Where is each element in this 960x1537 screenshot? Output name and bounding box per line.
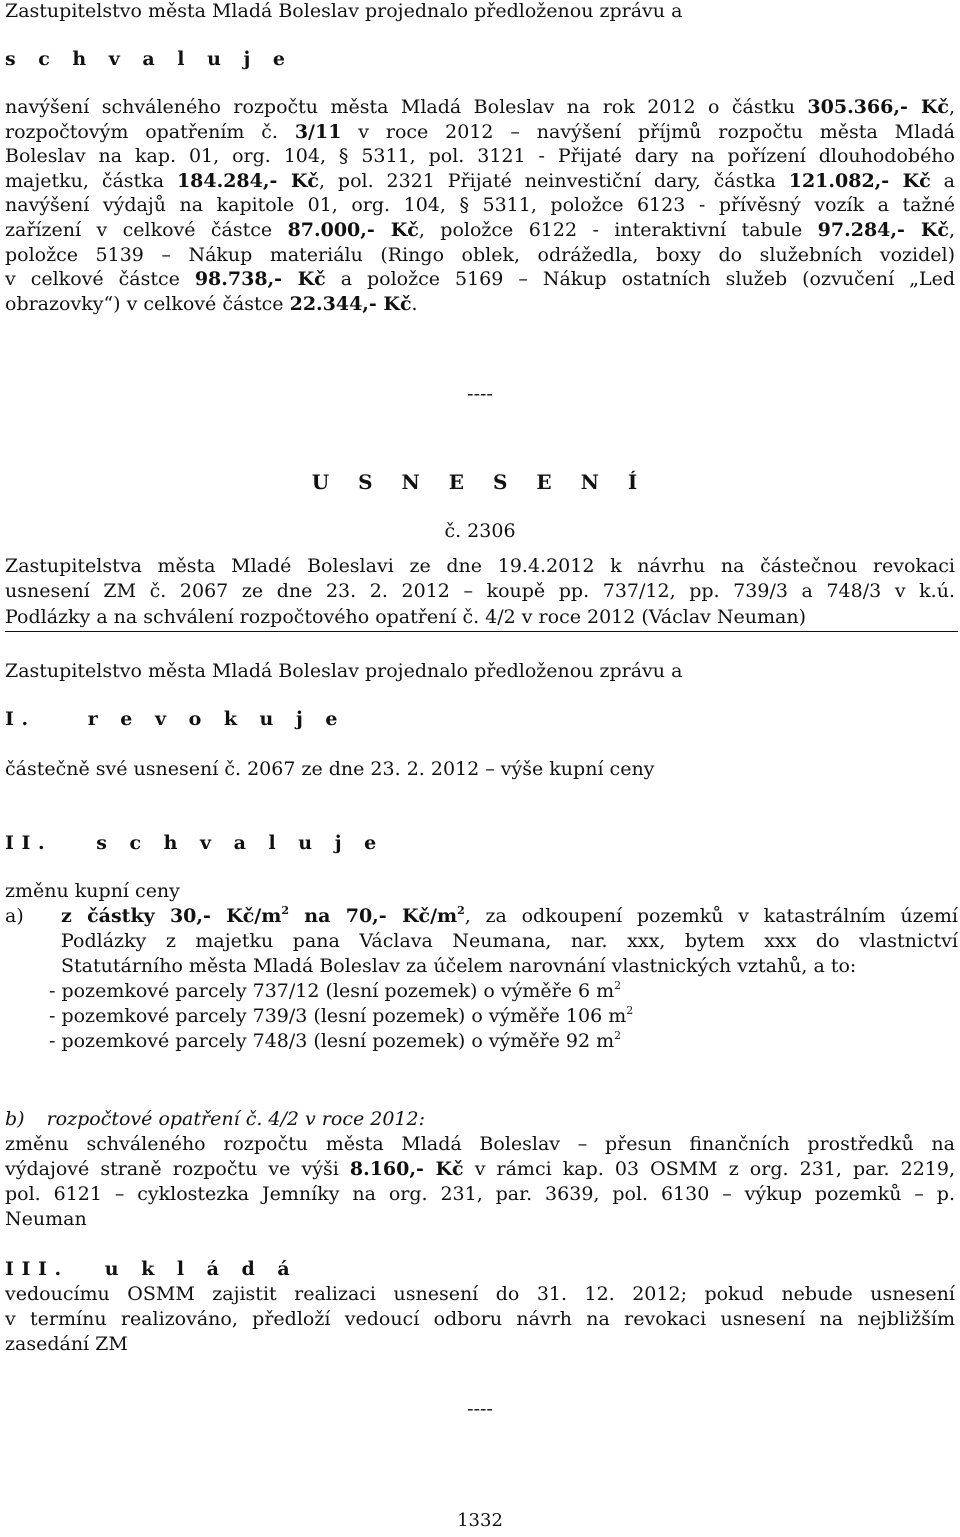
section-i <box>5 708 345 731</box>
paragraph-line: rozpočtovým opatřením č. 3/11 v roce 2012 – navýšení příjmů rozpočtu města Mladá <box>5 120 955 143</box>
section-ii <box>5 832 384 855</box>
item-a-line: z částky 30,- $Kč/m^2$ na 70,- $Kč/m^2$, za odkoupení pozemků v katastrálním území <box>61 904 959 927</box>
paragraph-line: pol. 6121 – cyklostezka Jemníky na org. 231, par. 3639, pol. 6130 – výkup pozemků – p. <box>5 1183 955 1205</box>
section-i-text: částečně své usnesení č. 2067 ze dne 23. 2. 2012 – výše kupní ceny <box>5 758 655 780</box>
intro-text: Zastupitelstvo města Mladá Boleslav projednalo předloženou zprávu a <box>5 660 683 682</box>
paragraph-line: Boleslav na kap. 01, org. 104, § 5311, pol. 3121 - Přijaté dary na pořízení dlouhodobého <box>5 145 955 168</box>
approve-verb: s c h v a l u j e <box>96 832 385 854</box>
section-ii-label: II. <box>5 832 53 854</box>
separator: ---- <box>467 383 493 405</box>
section-i-label: I. <box>5 708 36 730</box>
paragraph-line: změnu schváleného rozpočtu města Mladá Boleslav – přesun finančních prostředků na <box>5 1133 955 1155</box>
item-b <box>5 1108 425 1131</box>
paragraph-line: navýšení výdajů na kapitole 01, org. 104, § 5311, položce 6123 - přívěsný vozík a tažné <box>5 194 955 217</box>
revoke-verb: r e v o k u j e <box>87 708 346 730</box>
paragraph-line: výdajové straně rozpočtu ve výši 8.160,- Kč v rámci kap. 03 OSMM z org. 231, par. 2219, <box>5 1158 955 1180</box>
paragraph-line: obrazovky“) v celkové částce 22.344,- Kč. <box>5 292 418 315</box>
item-a-line: Statutárního města Mladá Boleslav za účelem narovnání vlastnických vztahů, a to: <box>61 955 857 977</box>
section-iii-line: zasedání ZM <box>5 1333 128 1355</box>
resolution-subject-line: usnesení ZM č. 2067 ze dne 23. 2. 2012 – koupě pp. 737/12, pp. 739/3 a 748/3 v k.ú. <box>5 580 955 602</box>
item-a-line: Podlázky z majetku pana Václava Neumana, nar. xxx, bytem xxx do vlastnictví <box>61 930 958 952</box>
paragraph-line: zařízení v celkové částce 87.000,- Kč, položce 6122 - interaktivní tabule 97.284,- Kč, <box>5 219 955 241</box>
parcel-item: - pozemkové parcely 739/3 (lesní pozemek) o výměře 106 $m^2$ <box>49 1004 634 1027</box>
paragraph-line: majetku, částka 184.284,- Kč, pol. 2321 Přijaté neinvestiční dary, částka 121.082,- Kč a <box>5 169 955 192</box>
resolution-subject-line: Zastupitelstva města Mladé Boleslavi ze dne 19.4.2012 k návrhu na částečnou revokaci <box>5 555 955 577</box>
paragraph-line: položce 5139 – Nákup materiálu (Ringo oblek, odrážedla, boxy do služebních vozidel) <box>5 243 955 266</box>
item-a-label: a) <box>5 905 24 927</box>
assign-verb: u k l á d á <box>104 1258 298 1280</box>
resolution-subject-line: Podlázky a na schválení rozpočtového opatření č. 4/2 v roce 2012 (Václav Neuman) <box>5 606 807 628</box>
item-b-label: b) <box>5 1108 25 1130</box>
separator: ---- <box>467 1398 493 1420</box>
item-b-title: rozpočtové opatření č. 4/2 v roce 2012: <box>46 1108 426 1130</box>
paragraph-line: v celkové částce 98.738,- Kč a položce 5169 – Nákup ostatních služeb (ozvučení „Led <box>5 268 956 291</box>
subject-underline <box>5 631 958 632</box>
resolution-number: č. 2306 <box>444 520 516 542</box>
paragraph-line: navýšení schváleného rozpočtu města Mladá Boleslav na rok 2012 o částku 305.366,- Kč, <box>5 96 955 118</box>
section-ii-lead: změnu kupní ceny <box>5 880 180 902</box>
page-number: 1332 <box>457 1510 503 1531</box>
resolution-heading: U S N E S E N Í <box>311 470 649 494</box>
parcel-item: - pozemkové parcely 737/12 (lesní pozemek) o výměře 6 $m^2$ <box>49 979 622 1002</box>
parcel-item: - pozemkové parcely 748/3 (lesní pozemek) o výměře 92 $m^2$ <box>49 1029 622 1052</box>
paragraph-line: Neuman <box>5 1208 87 1230</box>
section-iii-line: vedoucímu OSMM zajistit realizaci usnesení do 31. 12. 2012; pokud nebude usnesení <box>5 1283 955 1305</box>
intro-text: Zastupitelstvo města Mladá Boleslav projednalo předloženou zprávu a <box>5 0 683 22</box>
section-iii <box>5 1258 298 1281</box>
section-iii-label: III. <box>5 1258 69 1280</box>
approve-verb: s c h v a l u j e <box>5 48 294 70</box>
section-iii-line: v termínu realizováno, předloží vedoucí odboru návrh na revokaci usnesení na nejbližším <box>5 1308 955 1330</box>
